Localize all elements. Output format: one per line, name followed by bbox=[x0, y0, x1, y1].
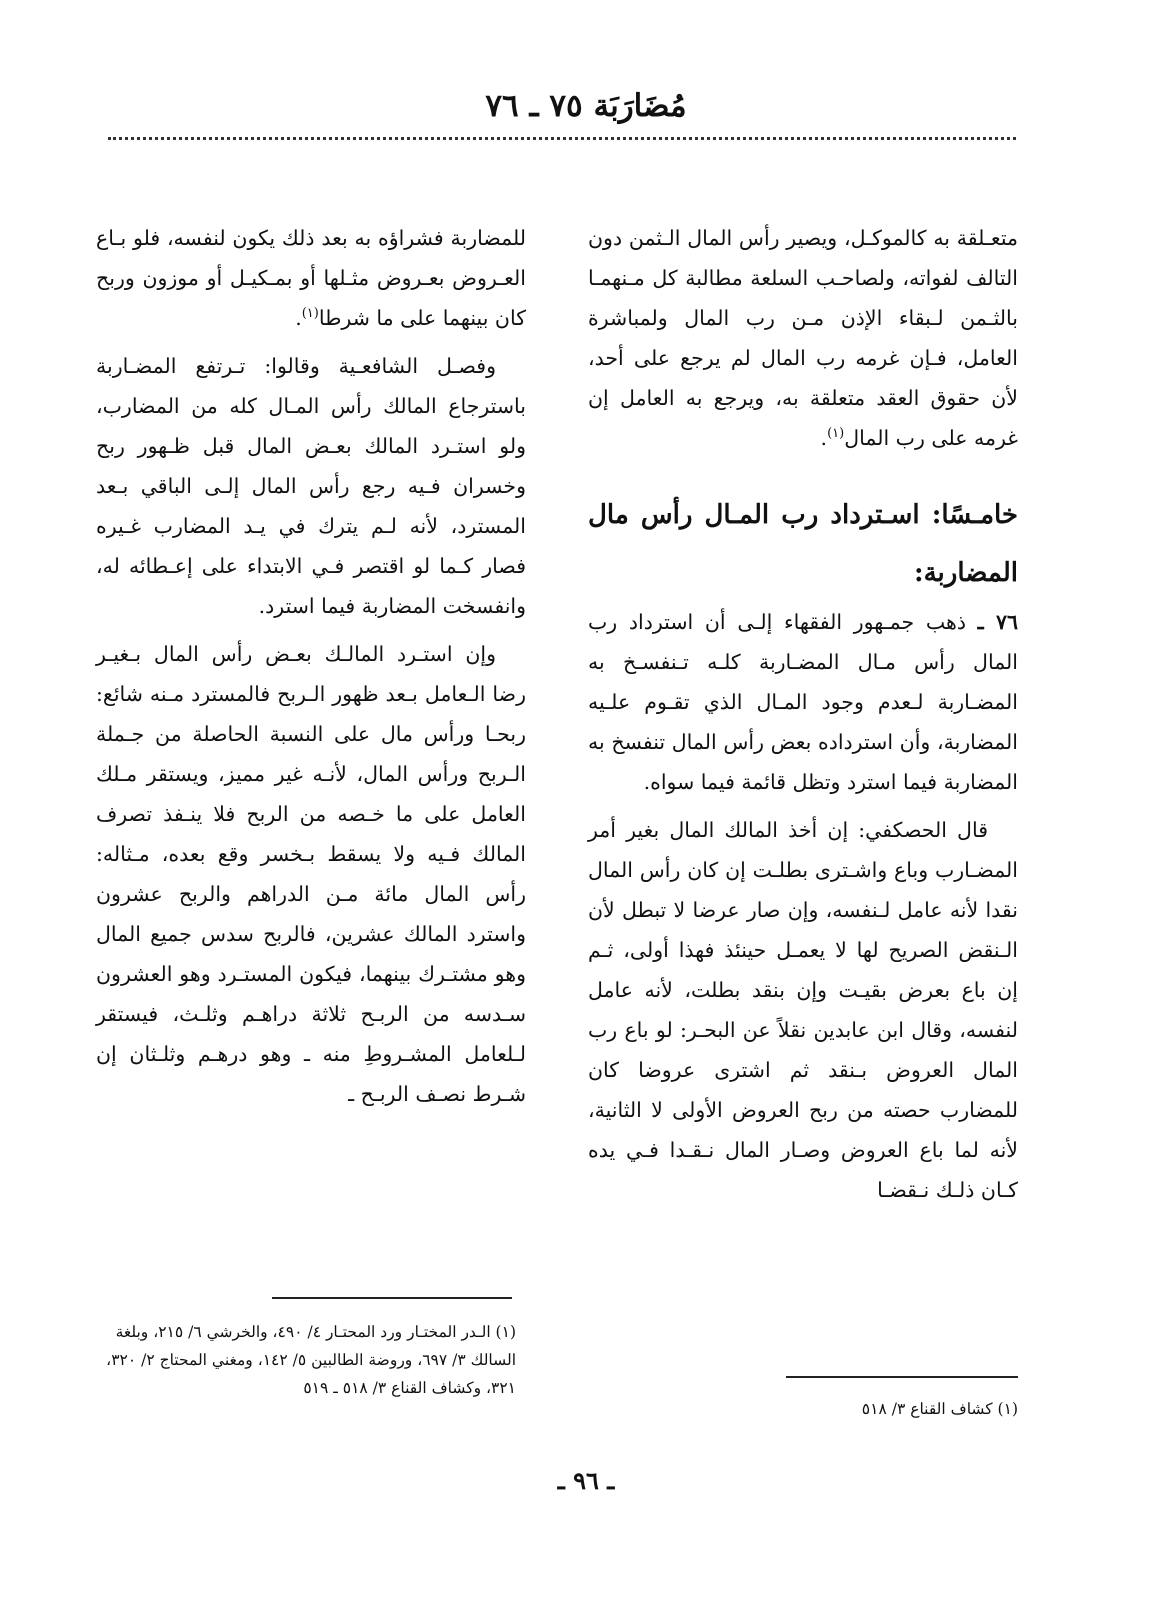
left-paragraph-1-text: للمضاربة فشراؤه به بعد ذلك يكون لنفسه، فلو بـاع العـروض بعـروض مثـلها أو بمـكيـل أو موزون وربح كان بينهما على ما شرطا bbox=[96, 226, 526, 330]
article-number: ٧٦ ـ bbox=[977, 610, 1018, 634]
right-paragraph-2-text: ذهب جمـهور الفقهاء إلـى أن استرداد رب المال رأس مـال المضـاربة كلـه تـنفسـخ به المضـاربة لـعدم وجود المـال الذي تقـوم علـيه المضاربة، وأن استرداده بعض رأس المال تنفسخ به المضاربة فيما استرد وتظل قائمة فيما سواه. bbox=[588, 610, 1018, 794]
right-column bbox=[588, 218, 1018, 1210]
section-heading: خامـسًا: اسـترداد رب المـال رأس مال المضاربة: bbox=[588, 500, 1018, 588]
left-paragraph-2: وفصـل الشافعـية وقالوا: تـرتفع المضـاربة باسترجاع المالك رأس المـال كله من المضارب، ولو استـرد المالك بعـض المال قبل ظـهور ربح وخسران فـيه رجع رأس المال إلـى الباقي بـعد المسترد، لأنه لـم يترك في يـد المضارب غـيره فصار كـما لو اقتصر فـي الابتداء على إعـطائه له، وانفسخت المضاربة فيما استرد. bbox=[96, 354, 526, 618]
footnote-ref: (١) bbox=[301, 306, 319, 322]
right-paragraph-3: قال الحصكفي: إن أخذ المالك المال بغير أمر المضـارب وباع واشـترى بطلـت إن كان رأس المال نقدا لأنه عامل لـنفسه، وإن صار عرضا لا تبطل لأن الـنقض الصريح لها لا يعمـل حينئذ فهذا أولى، ثـم إن باع بعرض بقيـت وإن بنقد بطلت، لأنه عامل لنفسه، وقال ابن عابدين نقلاً عن البحـر: لو باع رب المال العروض بـنقد ثم اشترى عروضا كان للمضارب حصته من ربح العروض الأولى لا الثانية، لأنه لما باع العروض وصـار المال نـقـدا فـي يده كـان ذلـك نـقضـا bbox=[588, 818, 1018, 1202]
right-paragraph-2 bbox=[588, 602, 1018, 802]
left-paragraph-1: للمضاربة فشراؤه به بعد ذلك يكون لنفسه، فلو بـاع العـروض بعـروض مثـلها أو بمـكيـل أو موزون وربح كان بينهما على ما شرطا$^{(١)}$. bbox=[96, 226, 526, 330]
page-title: مُضَارَبَة ٧٥ ـ ٧٦ bbox=[485, 88, 687, 124]
left-paragraph-3: وإن استـرد المالـك بعـض رأس المال بـغيـر رضا الـعامل بـعد ظهور الـربح فالمسترد مـنه شائع: ربحـا ورأس مال على النسبة الحاصلة من جـملة الـربح ورأس المال، لأنـه غير مميز، ويستقر مـلك العامل على ما خـصه من الربح فلا ينـفذ تصرف المالك فـيه ولا يسقط بـخسر وقع بعده، مـثاله: رأس المال مائة مـن الدراهم والربح عشرون واسترد المالك عشرين، فالربح سدس جميع المال وهو مشتـرك بينهما، فيكون المستـرد وهو العشرون سـدسه من الربـح ثلاثة دراهـم وثلـث، فيستقر لـلعامل المشـروطِ منه ـ وهو درهـم وثلـثان إن شـرط نصـف الربـح ـ bbox=[96, 642, 526, 1106]
page-number: ـ ٩٦ ـ bbox=[557, 1466, 615, 1495]
page-header bbox=[0, 88, 1172, 124]
right-footnote-divider bbox=[786, 1376, 1018, 1378]
right-footnote: (١) كشاف القناع ٣/ ٥١٨ bbox=[861, 1400, 1018, 1418]
left-footnote: (١) الـدر المختـار ورد المحتـار ٤/ ٤٩٠، والخرشي ٦/ ٢١٥، وبلغة السالك ٣/ ٦٩٧، وروضة الطالبين ٥/ ١٤٢، ومغني المحتاج ٢/ ٣٢٠، ٣٢١، وكشاف القناع ٣/ ٥١٨ ـ ٥١٩ bbox=[106, 1323, 516, 1397]
right-paragraph-1: متعـلقة به كالموكـل، ويصير رأس المال الـثمن دون التالف لفواته، ولصاحـب السلعة مطالبة كل مـنهمـا بالثـمن لـبقاء الإذن مـن رب المال ولمباشرة العامل، فـإن غرمه رب المال لم يرجع على أحد، لأن حقوق العقد متعلقة به، ويرجع به العامل إن غرمه على رب المال$^{(١)}$. bbox=[588, 226, 1018, 450]
right-paragraph-1-text: متعـلقة به كالموكـل، ويصير رأس المال الـثمن دون التالف لفواته، ولصاحـب السلعة مطالبة كل مـنهمـا بالثـمن لـبقاء الإذن مـن رب المال ولمباشرة العامل، فـإن غرمه رب المال لم يرجع على أحد، لأن حقوق العقد متعلقة به، ويرجع به العامل إن غرمه على رب المال bbox=[588, 226, 1018, 450]
left-column bbox=[96, 218, 526, 1114]
footnote-ref: (١) bbox=[827, 426, 845, 442]
left-footnote-divider bbox=[272, 1297, 512, 1299]
header-divider bbox=[108, 137, 1016, 140]
